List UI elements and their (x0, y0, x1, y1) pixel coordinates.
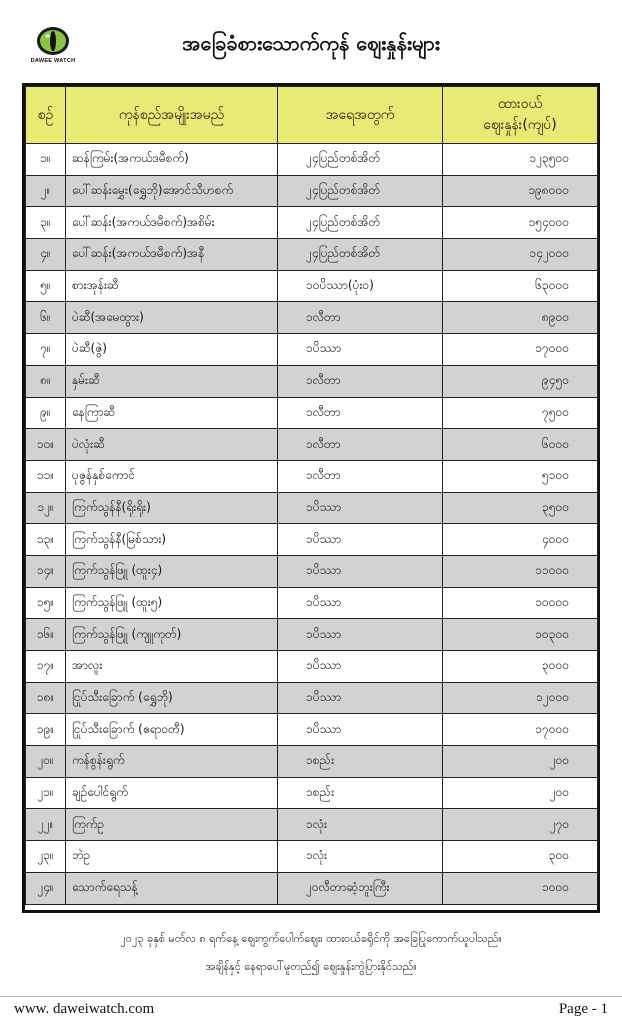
cell-qty: ၁ပိဿာ (278, 619, 443, 651)
table-row (26, 302, 598, 334)
cell-item: ပေါ်ဆန်း(အကယ်ဒမီစက်)အစိမ်း (66, 207, 278, 239)
price-table (22, 83, 600, 913)
table-row (26, 144, 598, 176)
cell-no: ၇။ (26, 334, 66, 366)
cell-item: ပဲလုံးဆီ (66, 429, 278, 461)
cell-no: ၈။ (26, 365, 66, 397)
cell-price: ၇၅၀၀ (443, 397, 598, 429)
cell-price: ၂၀၀ (443, 777, 598, 809)
cell-price: ၃၅၀၀ (443, 492, 598, 524)
cell-item: ကြက်သွန်ဖြူ (ကျူကုတ်) (66, 619, 278, 651)
cell-item: ကန်စွန်းရွက် (66, 746, 278, 778)
table-row (26, 746, 598, 778)
footer (0, 996, 622, 1025)
table-row (26, 809, 598, 841)
cell-qty: ၁လီတာ (278, 365, 443, 397)
table-row (26, 175, 598, 207)
cell-no: ၉။ (26, 397, 66, 429)
cell-no: ၂၄။ (26, 872, 66, 904)
cell-price: ၆၀၀၀ (443, 429, 598, 461)
table-row (26, 365, 598, 397)
cell-no: ၄။ (26, 239, 66, 271)
cell-item: အာလူး (66, 651, 278, 683)
logo-text: DAWEE WATCH (30, 58, 76, 64)
cell-price: ၁၇၀၀၀ (443, 714, 598, 746)
cell-qty: ၂၄ပြည်တစ်အိတ် (278, 207, 443, 239)
cell-price: ၁၀၀၀ (443, 872, 598, 904)
cell-qty: ၁ပိဿာ (278, 492, 443, 524)
header-price-line1: ထားဝယ် (497, 96, 543, 112)
header-price (443, 87, 598, 144)
table-row (26, 555, 598, 587)
table-row (26, 460, 598, 492)
cell-item: ဆန်ကြမ်း(အကယ်ဒမီစက်) (66, 144, 278, 176)
page-title: အခြေခံစားသောက်ကုန် ဈေးနှုန်းများ (182, 31, 440, 55)
cell-price: ၂၇၀ (443, 809, 598, 841)
cell-qty: ၁စည်း (278, 777, 443, 809)
cell-item: ပဲဆီ(အမေထွား) (66, 302, 278, 334)
cell-no: ၆။ (26, 302, 66, 334)
cell-item: သောက်ရေသန့် (66, 872, 278, 904)
cell-item: ပေါ်ဆန်းမွှေး(ရွှေဘို)အောင်သီဟစက် (66, 175, 278, 207)
cell-item: ပေါ်ဆန်း(အကယ်ဒမီစက်)အနီ (66, 239, 278, 271)
cell-no: ၁၇။ (26, 651, 66, 683)
cell-no: ၁၂။ (26, 492, 66, 524)
cell-qty: ၁လီတာ (278, 460, 443, 492)
table-row (26, 524, 598, 556)
cell-price: ၁၉၈၀၀၀ (443, 175, 598, 207)
cell-price: ၂၀၀ (443, 746, 598, 778)
cell-price: ၉၄၅၀ (443, 365, 598, 397)
cell-price: ၆၃၀၀၀ (443, 270, 598, 302)
cell-no: ၂၀။ (26, 746, 66, 778)
cell-price: ၁၀၃၀၀ (443, 619, 598, 651)
cell-no: ၅။ (26, 270, 66, 302)
cell-qty: ၁ပိဿာ (278, 651, 443, 683)
cell-price: ၁၀၀၀၀ (443, 587, 598, 619)
cell-no: ၁၆။ (26, 619, 66, 651)
cell-qty: ၁ပိဿာ (278, 334, 443, 366)
cell-no: ၁၃။ (26, 524, 66, 556)
cell-price: ၁၁၀၀၀ (443, 555, 598, 587)
cell-item: ကြက်ဥ (66, 809, 278, 841)
cell-item: ငြုပ်သီးခြောက် (ရွှေဘို) (66, 682, 278, 714)
cell-no: ၁၄။ (26, 555, 66, 587)
cell-price: ၄၀၀၀ (443, 524, 598, 556)
cell-qty: ၂၀လီတာဆံ့ဘူးကြီး (278, 872, 443, 904)
table-row (26, 397, 598, 429)
cell-no: ၂။ (26, 175, 66, 207)
table-row (26, 841, 598, 873)
cell-price: ၃၀၀ (443, 841, 598, 873)
cell-item: ဘဲဥ (66, 841, 278, 873)
table-row (26, 651, 598, 683)
cell-no: ၁၉။ (26, 714, 66, 746)
cell-qty: ၁ပိဿာ (278, 587, 443, 619)
cell-price: ၃၀၀၀ (443, 651, 598, 683)
cell-item: နှမ်းဆီ (66, 365, 278, 397)
cell-item: ချဉ်ပေါင်ရွက် (66, 777, 278, 809)
table-row (26, 587, 598, 619)
cell-no: ၂၁။ (26, 777, 66, 809)
cell-price: ၁၅၄၀၀၀ (443, 207, 598, 239)
table-row (26, 270, 598, 302)
cell-no: ၃။ (26, 207, 66, 239)
table-row (26, 714, 598, 746)
cell-price: ၅၁၀၀ (443, 460, 598, 492)
page-number: Page - 1 (558, 1001, 608, 1017)
table-row (26, 619, 598, 651)
cell-no: ၂၃။ (26, 841, 66, 873)
cell-no: ၁၈။ (26, 682, 66, 714)
cell-qty: ၁လုံး (278, 841, 443, 873)
footer-url[interactable]: www. daweiwatch.com (14, 1001, 155, 1017)
table-header-row (26, 87, 598, 144)
table-row (26, 682, 598, 714)
cell-item: ကြက်သွန်နီ(ရိုးရိုး) (66, 492, 278, 524)
cell-item: နေကြာဆီ (66, 397, 278, 429)
header-price-line2: ဈေးနှုန်း(ကျပ်) (483, 117, 557, 133)
cell-no: ၁၅။ (26, 587, 66, 619)
cell-qty: ၂၄ပြည်တစ်အိတ် (278, 175, 443, 207)
cell-price: ၁၂၀၀၀ (443, 682, 598, 714)
header-qty: အရေအတွက် (278, 87, 443, 144)
cell-qty: ၁၀ပိဿာ(ပုံး၀) (278, 270, 443, 302)
cell-item: ကြက်သွန်ဖြူ (ထူး၄) (66, 555, 278, 587)
cell-qty: ၁ပိဿာ (278, 555, 443, 587)
cell-no: ၁၁။ (26, 460, 66, 492)
table-row (26, 239, 598, 271)
table-row (26, 429, 598, 461)
cell-no: ၁၀။ (26, 429, 66, 461)
note-date: ၂၀၂၃ ခုနှစ် မတ်လ ၈ ရက်နေ့ ဈေးကွက်ပေါက်ဈေး၊ ထားဝယ်ခရိုင်ကို အခြေပြုကောက်ယူပါသည်။ (120, 932, 502, 945)
cell-no: ၂၂။ (26, 809, 66, 841)
cell-item: ကြက်သွန်နီ(မြစ်သား) (66, 524, 278, 556)
cell-item: ငြုပ်သီးခြောက် (ဧရာဝတီ) (66, 714, 278, 746)
table-row (26, 872, 598, 904)
table-row (26, 207, 598, 239)
cell-qty: ၁ပိဿာ (278, 682, 443, 714)
cell-item: စားအုန်းဆီ (66, 270, 278, 302)
cell-qty: ၁ပိဿာ (278, 524, 443, 556)
cell-qty: ၁လုံး (278, 809, 443, 841)
cell-qty: ၂၄ပြည်တစ်အိတ် (278, 144, 443, 176)
table-row (26, 492, 598, 524)
table-row (26, 334, 598, 366)
cell-qty: ၁လီတာ (278, 397, 443, 429)
table-row (26, 777, 598, 809)
header-no: စဉ် (26, 87, 66, 144)
cell-qty: ၁လီတာ (278, 302, 443, 334)
cell-qty: ၁လီတာ (278, 429, 443, 461)
cell-price: ၁၇၀၀၀ (443, 334, 598, 366)
cell-price: ၁၂၃၅၀၀ (443, 144, 598, 176)
cell-price: ၁၄၂၀၀၀ (443, 239, 598, 271)
cell-item: ပဲဆီ(ဇွဲ) (66, 334, 278, 366)
cell-item: ကြက်သွန်ဖြူ (ထူး၅) (66, 587, 278, 619)
note-disclaimer: အချိန်နှင့် နေရာပေါ်မူတည်၍ ဈေးနှုန်းကွဲပြားနိုင်သည်။ (205, 960, 417, 973)
cell-qty: ၂၄ပြည်တစ်အိတ် (278, 239, 443, 271)
header-item: ကုန်စည်အမျိုးအမည် (66, 87, 278, 144)
cell-item: ပုဇွန်နှစ်ကောင် (66, 460, 278, 492)
cell-no: ၁။ (26, 144, 66, 176)
cell-price: ၈၉၀၀ (443, 302, 598, 334)
cell-qty: ၁စည်း (278, 746, 443, 778)
cell-qty: ၁ပိဿာ (278, 714, 443, 746)
